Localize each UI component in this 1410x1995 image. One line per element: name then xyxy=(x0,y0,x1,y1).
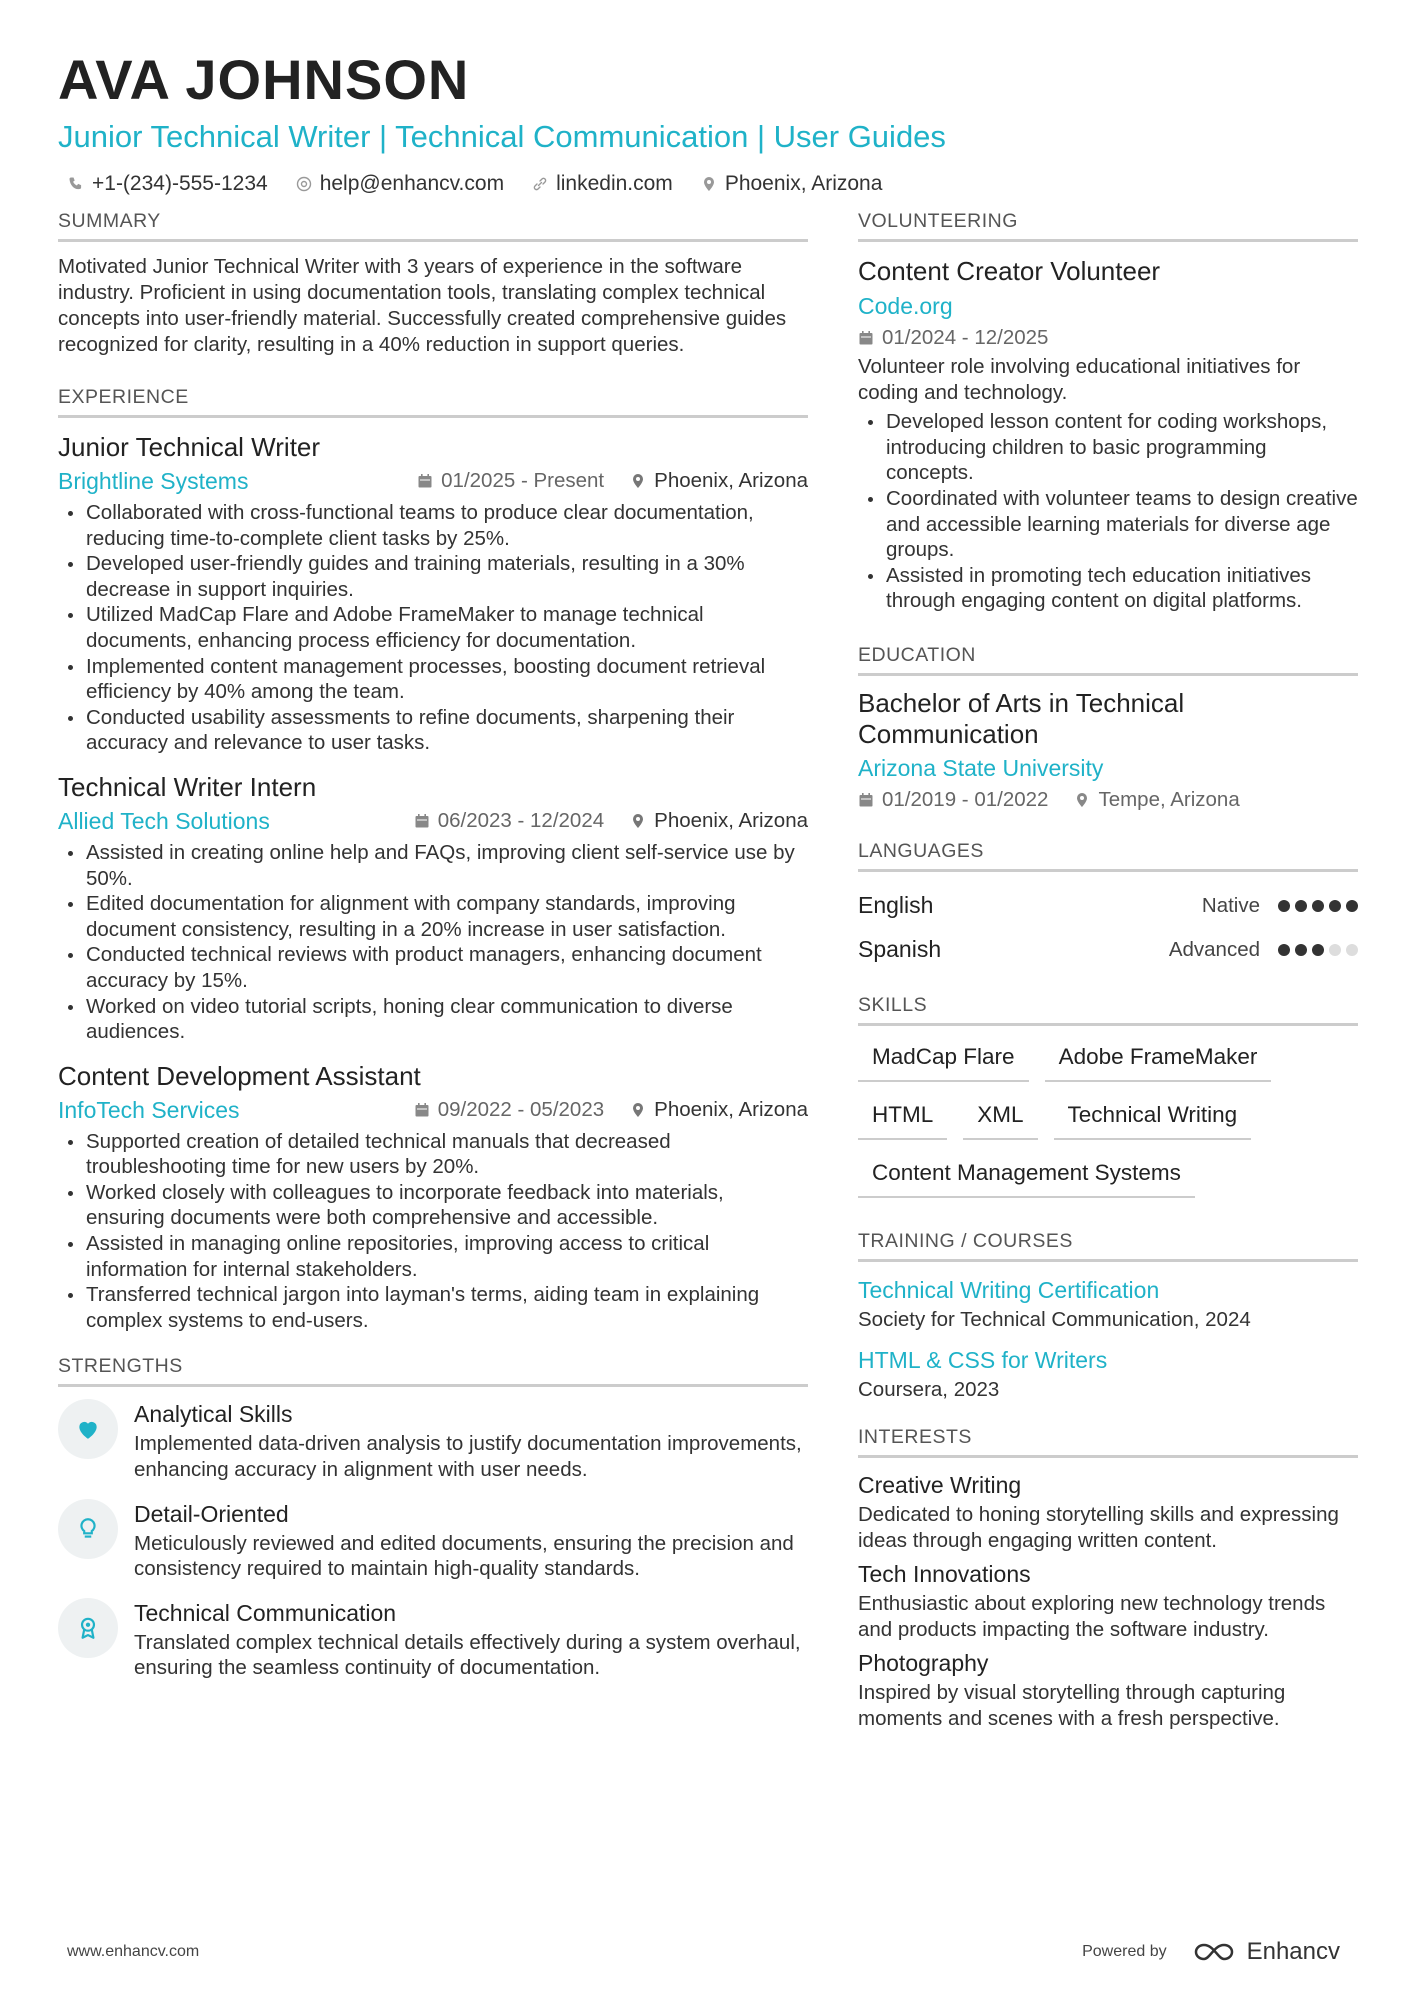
job-meta xyxy=(58,806,808,836)
interest-text: Dedicated to honing storytelling skills and expressing ideas through engaging written content. xyxy=(858,1502,1339,1552)
skill-tag: Technical Writing xyxy=(1054,1096,1252,1140)
footer-website[interactable]: www.enhancv.com xyxy=(67,1943,200,1960)
interest-text: Enthusiastic about exploring new technology trends and products impacting the software industry. xyxy=(858,1592,1326,1641)
skills-section xyxy=(858,994,1358,1198)
job-location-text: Phoenix, Arizona xyxy=(654,1097,808,1121)
phone-text: +1-(234)-555-1234 xyxy=(92,172,268,195)
rating-dot-filled xyxy=(1295,900,1307,912)
interest-title: Photography xyxy=(858,1650,989,1677)
job-location xyxy=(630,809,808,833)
education-location xyxy=(1074,788,1239,812)
summary-heading: SUMMARY xyxy=(58,210,808,242)
bullet-item: Developed lesson content for coding workshops, introducing children to basic programming concepts. xyxy=(858,409,1358,486)
contact-email[interactable] xyxy=(296,172,504,196)
education-dates xyxy=(858,788,1048,812)
bullet-item: Worked on video tutorial scripts, honing clear communication to diverse audiences. xyxy=(58,994,808,1045)
job-entry xyxy=(58,430,808,756)
volunteer-role: Content Creator Volunteer xyxy=(858,256,1161,286)
strength-item xyxy=(58,1499,808,1582)
volunteer-dates xyxy=(858,326,1358,350)
summary-text: Motivated Junior Technical Writer with 3 years of experience in the software industry. Proficient in using documentation tools, translating complex technical concepts into user-friendly material. Successfully created comprehensive guides recognized for clarity, resulting in a 40% reduction in support queries. xyxy=(58,255,787,356)
volunteering-section xyxy=(858,210,1358,614)
rating-dot-filled xyxy=(1346,900,1358,912)
rating-dot-filled xyxy=(1312,944,1324,956)
lightbulb-icon xyxy=(58,1499,118,1559)
email-text: help@enhancv.com xyxy=(319,172,505,195)
job-location xyxy=(630,1098,808,1122)
course-title: Technical Writing Certification xyxy=(858,1276,1160,1303)
education-section xyxy=(858,644,1358,812)
candidate-title: Junior Technical Writer | Technical Communication | User Guides xyxy=(58,119,946,154)
strength-title: Analytical Skills xyxy=(134,1401,293,1428)
calendar-icon xyxy=(858,330,874,346)
job-bullets xyxy=(58,1129,808,1334)
volunteer-bullets xyxy=(858,409,1358,614)
summary-section xyxy=(58,210,808,358)
strength-title: Detail-Oriented xyxy=(134,1500,289,1527)
at-icon xyxy=(296,176,312,192)
skill-tag: Adobe FrameMaker xyxy=(1045,1038,1272,1082)
job-entry xyxy=(58,770,808,1045)
job-bullets xyxy=(58,500,808,756)
job-title: Technical Writer Intern xyxy=(58,771,317,802)
strength-text: Meticulously reviewed and edited documents, ensuring the precision and consistency required to maintain high-quality standards. xyxy=(134,1531,794,1581)
interest-title: Tech Innovations xyxy=(858,1561,1031,1588)
job-location xyxy=(630,469,808,493)
right-column xyxy=(858,210,1358,1760)
rating-dot-empty xyxy=(1346,944,1358,956)
interest-title: Creative Writing xyxy=(858,1471,1022,1498)
language-name: English xyxy=(858,892,934,919)
training-heading: TRAINING / COURSES xyxy=(858,1230,1358,1262)
languages-heading: LANGUAGES xyxy=(858,840,1358,872)
linkedin-text: linkedin.com xyxy=(556,172,673,195)
job-dates-text: 06/2023 - 12/2024 xyxy=(437,808,605,832)
bullet-item: Worked closely with colleagues to incorporate feedback into materials, ensuring documents were both comprehensive and accessible. xyxy=(58,1180,808,1231)
bullet-item: Developed user-friendly guides and training materials, resulting in a 30% decrease in support inquiries. xyxy=(58,551,808,602)
candidate-name: AVA JOHNSON xyxy=(58,48,470,111)
strength-item xyxy=(58,1399,808,1482)
job-dates-text: 01/2025 - Present xyxy=(441,469,605,492)
job-location-text: Phoenix, Arizona xyxy=(654,808,808,832)
location-pin-icon xyxy=(630,1102,646,1118)
company-name: Allied Tech Solutions xyxy=(58,807,270,834)
contact-linkedin[interactable] xyxy=(532,172,673,196)
company-name: Brightline Systems xyxy=(58,468,249,494)
skill-tag: XML xyxy=(963,1096,1037,1140)
job-dates xyxy=(414,1098,604,1122)
skill-tag: MadCap Flare xyxy=(858,1038,1029,1082)
language-name: Spanish xyxy=(858,936,942,963)
calendar-icon xyxy=(414,1102,430,1118)
language-row xyxy=(858,884,1358,928)
heart-icon xyxy=(58,1399,118,1459)
left-column xyxy=(58,210,808,1709)
course-provider: Society for Technical Communication, 2024 xyxy=(858,1307,1251,1331)
bullet-item: Supported creation of detailed technical manuals that decreased troubleshooting time for new users by 20%. xyxy=(58,1129,808,1180)
experience-heading: EXPERIENCE xyxy=(58,386,808,418)
language-level: Native xyxy=(1201,893,1260,917)
interest-text: Inspired by visual storytelling through capturing moments and scenes with a fresh perspective. xyxy=(858,1681,1286,1730)
volunteer-description: Volunteer role involving educational initiatives for coding and technology. xyxy=(858,355,1301,404)
bullet-item: Transferred technical jargon into layman's terms, aiding team in explaining complex systems to end-users. xyxy=(58,1282,808,1333)
rating-dot-filled xyxy=(1278,944,1290,956)
education-heading: EDUCATION xyxy=(858,644,1358,676)
contact-bar xyxy=(58,172,1358,196)
award-icon xyxy=(58,1598,118,1658)
training-section xyxy=(858,1230,1358,1404)
location-pin-icon xyxy=(630,813,646,829)
rating-dot-empty xyxy=(1329,944,1341,956)
volunteer-dates-text: 01/2024 - 12/2025 xyxy=(882,326,1049,349)
rating-dot-filled xyxy=(1295,944,1307,956)
enhancv-logo[interactable] xyxy=(1193,1938,1340,1966)
bullet-item: Conducted technical reviews with product managers, enhancing document accuracy by 15%. xyxy=(58,942,808,993)
strength-text: Implemented data-driven analysis to justify documentation improvements, enhancing accuracy in alignment with user needs. xyxy=(134,1432,802,1482)
skill-tag: Content Management Systems xyxy=(858,1154,1195,1198)
phone-icon xyxy=(68,176,84,192)
degree-title: Bachelor of Arts in Technical Communication xyxy=(858,687,1185,749)
course-title: HTML & CSS for Writers xyxy=(858,1346,1108,1373)
strengths-heading: STRENGTHS xyxy=(58,1355,808,1387)
resume-header xyxy=(58,44,1358,196)
calendar-icon xyxy=(417,473,433,489)
job-dates xyxy=(414,809,604,833)
volunteering-heading: VOLUNTEERING xyxy=(858,210,1358,242)
languages-section xyxy=(858,840,1358,972)
education-dates-text: 01/2019 - 01/2022 xyxy=(882,787,1049,811)
location-pin-icon xyxy=(630,473,646,489)
skills-heading: SKILLS xyxy=(858,994,1358,1026)
infinity-logo-icon xyxy=(1193,1941,1237,1963)
bullet-item: Edited documentation for alignment with company standards, improving document consistency, resulting in a 20% increase in user satisfaction. xyxy=(58,891,808,942)
job-dates-text: 09/2022 - 05/2023 xyxy=(437,1097,605,1121)
link-icon xyxy=(532,176,548,192)
location-text: Phoenix, Arizona xyxy=(724,172,883,195)
school-name: Arizona State University xyxy=(858,754,1104,781)
interests-section xyxy=(858,1426,1358,1732)
strength-item xyxy=(58,1598,808,1681)
powered-by xyxy=(1082,1938,1340,1966)
course-provider: Coursera, 2023 xyxy=(858,1377,1000,1401)
strength-title: Technical Communication xyxy=(134,1599,397,1626)
rating-dot-filled xyxy=(1312,900,1324,912)
education-location-text: Tempe, Arizona xyxy=(1098,787,1240,811)
strength-text: Translated complex technical details effectively during a system overhaul, ensuring the seamless continuity of documentation. xyxy=(134,1630,801,1680)
volunteer-org: Code.org xyxy=(858,293,953,319)
company-name: InfoTech Services xyxy=(58,1096,240,1123)
bullet-item: Utilized MadCap Flare and Adobe FrameMaker to manage technical documents, enhancing process efficiency for documentation. xyxy=(58,602,808,653)
bullet-item: Assisted in managing online repositories, improving access to critical information for internal stakeholders. xyxy=(58,1231,808,1282)
job-location-text: Phoenix, Arizona xyxy=(654,469,808,492)
experience-section xyxy=(58,386,808,1333)
job-title: Content Development Assistant xyxy=(58,1060,421,1091)
bullet-item: Collaborated with cross-functional teams to produce clear documentation, reducing time-to-complete client tasks by 25%. xyxy=(58,500,808,551)
job-entry xyxy=(58,1059,808,1334)
language-row xyxy=(858,928,1358,972)
contact-location xyxy=(701,172,883,196)
language-rating xyxy=(1278,944,1358,956)
job-title: Junior Technical Writer xyxy=(58,432,321,462)
location-pin-icon xyxy=(701,176,717,192)
job-dates xyxy=(417,469,604,493)
bullet-item: Assisted in creating online help and FAQs, improving client self-service use by 50%. xyxy=(58,840,808,891)
page-footer xyxy=(67,1938,1340,1966)
location-pin-icon xyxy=(1074,792,1090,808)
job-meta xyxy=(58,1095,808,1125)
contact-phone xyxy=(68,172,268,196)
brand-name: Enhancv xyxy=(1246,1938,1340,1965)
strengths-section xyxy=(58,1355,808,1681)
job-meta xyxy=(58,466,808,496)
calendar-icon xyxy=(858,792,874,808)
skill-tag: HTML xyxy=(858,1096,947,1140)
rating-dot-filled xyxy=(1278,900,1290,912)
bullet-item: Coordinated with volunteer teams to design creative and accessible learning materials for diverse age groups. xyxy=(858,486,1358,563)
language-rating xyxy=(1278,900,1358,912)
rating-dot-filled xyxy=(1329,900,1341,912)
language-level: Advanced xyxy=(1168,937,1260,961)
powered-by-label: Powered by xyxy=(1082,1943,1167,1960)
interests-heading: INTERESTS xyxy=(858,1426,1358,1458)
bullet-item: Assisted in promoting tech education initiatives through engaging content on digital platforms. xyxy=(858,563,1358,614)
job-bullets xyxy=(58,840,808,1045)
skills-list xyxy=(858,1038,1358,1198)
bullet-item: Conducted usability assessments to refine documents, sharpening their accuracy and relevance to user tasks. xyxy=(58,705,808,756)
calendar-icon xyxy=(414,813,430,829)
bullet-item: Implemented content management processes, boosting document retrieval efficiency by 40% among the team. xyxy=(58,654,808,705)
